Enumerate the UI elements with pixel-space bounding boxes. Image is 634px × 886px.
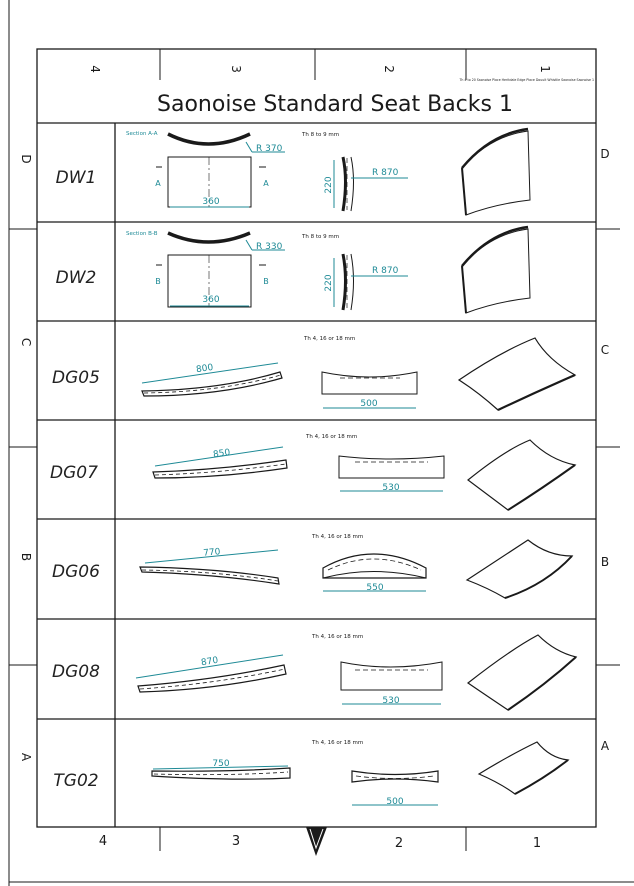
left-zone-letter: A: [19, 752, 33, 762]
row-tg02-drawing: [152, 740, 568, 807]
profile-view: [153, 460, 287, 478]
thickness-note: Th 4, 16 or 18 mm: [312, 634, 364, 640]
width-label: 550: [366, 583, 384, 593]
product-code: DG06: [52, 562, 100, 582]
cut-letter: A: [155, 179, 161, 188]
end-view: [341, 662, 442, 690]
iso-view: [467, 540, 572, 598]
left-zone-markers: [9, 154, 37, 762]
left-zone-letter: B: [19, 552, 33, 562]
width-label: 500: [386, 797, 404, 807]
end-view: [339, 456, 444, 478]
iso-view: [468, 635, 576, 710]
product-code: DW1: [55, 168, 97, 188]
profile-view: [140, 567, 279, 584]
iso-view: [462, 229, 530, 313]
length-label: 850: [212, 447, 231, 461]
profile-view: [138, 665, 286, 692]
right-zone-letter: B: [600, 555, 610, 569]
row-dg06-drawing: [140, 534, 572, 598]
right-zone-letter: C: [600, 343, 610, 357]
length-label: 750: [212, 759, 230, 769]
width-label: 360: [202, 197, 220, 207]
thickness-note: Th 4, 16 or 18 mm: [304, 336, 356, 342]
bottom-zone-number: 3: [231, 834, 241, 849]
top-zone-number: 2: [382, 65, 396, 73]
thickness-note: Th 4, 16 or 18 mm: [312, 534, 364, 540]
thickness-note: Th 8 to 9 mm: [302, 234, 340, 240]
row-dg05-drawing: [142, 336, 575, 410]
length-label: 870: [200, 655, 219, 669]
product-code: DG05: [52, 368, 100, 388]
row-dw1-drawing: [126, 129, 530, 215]
right-zone-markers: [596, 147, 620, 753]
cut-letter: A: [263, 179, 269, 188]
side-view: [343, 254, 346, 310]
right-zone-letter: A: [600, 739, 610, 753]
radius-label: R 870: [372, 168, 399, 178]
bottom-zone-markers: [99, 827, 541, 856]
thickness-note: Th 4, 16 or 18 mm: [312, 740, 364, 746]
sheet-title: Saonoise Standard Seat Backs 1: [157, 92, 513, 117]
top-zone-number: 1: [538, 65, 552, 73]
iso-view: [479, 742, 568, 794]
tiny-note: Th 4 to 20 Saonoise Place Heritdale Edge Place Douuit Whistlie Saonoise Saonoise 1: [459, 78, 594, 82]
section-label: Section A-A: [126, 131, 158, 137]
profile-view: [152, 768, 290, 779]
table-grid: [37, 123, 596, 827]
width-label: 360: [202, 295, 220, 305]
iso-view: [462, 131, 530, 215]
width-label: 530: [382, 696, 400, 706]
cut-letter: B: [155, 277, 161, 286]
left-zone-letter: D: [19, 154, 33, 164]
product-code: TG02: [53, 771, 99, 791]
height-label: 220: [324, 274, 334, 292]
thickness-note: Th 4, 16 or 18 mm: [306, 434, 358, 440]
height-label: 220: [324, 176, 334, 194]
product-code: DG08: [52, 662, 100, 682]
thickness-note: Th 8 to 9 mm: [302, 132, 340, 138]
end-view: [352, 771, 438, 782]
bottom-zone-number: 1: [532, 836, 542, 851]
bottom-zone-number: 2: [394, 836, 404, 851]
top-zone-number: 4: [88, 65, 102, 73]
right-zone-letter: D: [600, 147, 610, 161]
profile-view: [142, 372, 282, 396]
row-dg07-drawing: [153, 434, 575, 510]
cut-letter: B: [263, 277, 269, 286]
top-zone-number: 3: [229, 65, 243, 73]
left-zone-letter: C: [19, 337, 33, 347]
side-view: [343, 157, 346, 211]
product-code: DG07: [50, 463, 98, 483]
length-label: 770: [202, 547, 221, 559]
top-zone-markers: [88, 49, 552, 80]
product-code: DW2: [55, 268, 97, 288]
iso-view: [459, 338, 575, 410]
row-dw2-drawing: [126, 227, 530, 313]
radius-label: R 330: [256, 242, 283, 252]
width-label: 530: [382, 483, 400, 493]
radius-label: R 370: [256, 144, 283, 154]
length-label: 800: [195, 362, 214, 376]
width-label: 500: [360, 399, 378, 409]
radius-label: R 870: [372, 266, 399, 276]
section-label: Section B-B: [126, 231, 158, 237]
row-dg08-drawing: [136, 634, 576, 710]
end-view: [322, 372, 417, 394]
iso-view: [468, 440, 575, 510]
centering-arrow-icon: [306, 827, 327, 856]
bottom-zone-number: 4: [98, 834, 108, 849]
